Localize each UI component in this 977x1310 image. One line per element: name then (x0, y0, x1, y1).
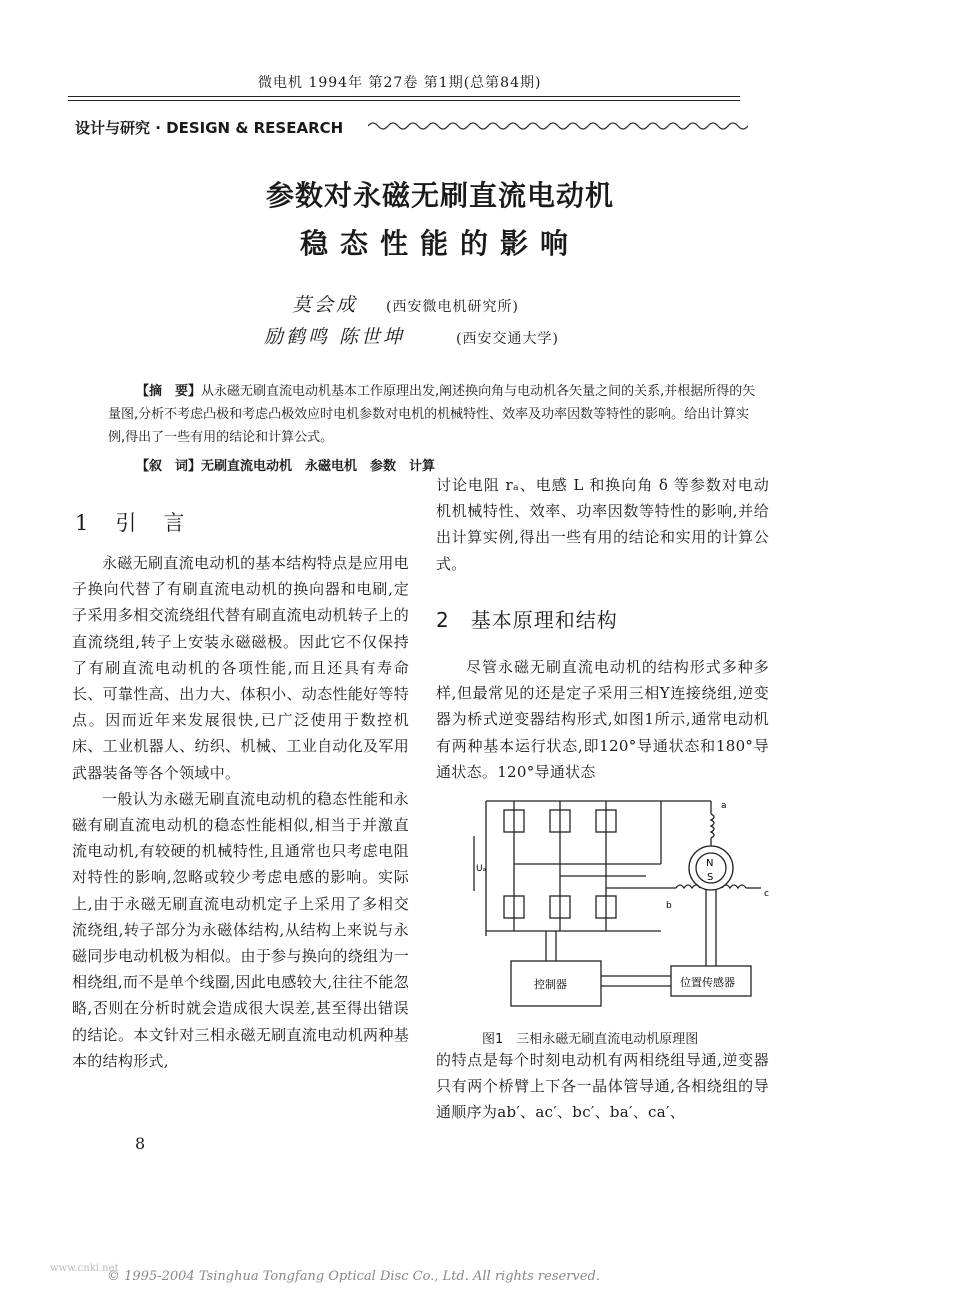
left-column (72, 550, 409, 1074)
section-2-text (436, 654, 769, 785)
section-2-heading: 2 基本原理和结构 (436, 608, 618, 632)
controller-label: 控制器 (534, 978, 567, 991)
section-1-paragraph-2: 一般认为永磁无刷直流电动机的稳态性能和永磁有刷直流电动机的稳态性能相似,相当于并激直流电动机,有较硬的机械特性,且通常也只考虑电阻对特性的影响,忽略或较少考虑电感的影响。实际上,由于永磁无刷直流电动机定子上采用了多相交流绕组,转子部分为永磁体结构,从结构上来说与永磁同步电动机极为相似。由于参与换向的绕组为一相绕组,而不是单个线圈,因此电感较大,往往不能忽略,否则在分析时就会造成很大误差,甚至得出错误的结论。本文针对三相永磁无刷直流电动机两种基本的结构形式, (72, 789, 409, 1070)
journal-header: 微电机 1994年 第27卷 第1期(总第84期) (258, 75, 542, 91)
affiliation-1: (西安微电机研究所) (386, 299, 519, 315)
header-rule-thin (68, 100, 740, 101)
watermark-logo: www.cnki.net (50, 1263, 119, 1274)
figure-label-c: c (764, 889, 769, 899)
figure-label-n: N (706, 858, 714, 869)
wave-ornament (368, 120, 748, 132)
abstract (108, 380, 762, 449)
abstract-label: 【摘 要】 (136, 384, 202, 399)
figure-label-a: a (721, 801, 727, 811)
sensor-label: 位置传感器 (680, 976, 735, 989)
copyright-footer: © 1995-2004 Tsinghua Tongfang Optical Disc Co., Ltd. All rights reserved. (107, 1269, 600, 1284)
section-1-heading: 1 引 言 (75, 511, 188, 535)
title-line-1: 参数对永磁无刷直流电动机 (265, 179, 614, 212)
figure-label-s: S (707, 872, 714, 883)
page-number: 8 (135, 1134, 146, 1153)
intro-continuation: 讨论电阻 rₐ、电感 L 和换向角 δ 等参数对电动机机械特性、效率、功率因数等特性的影响,并给出计算实例,得出一些有用的结论和实用的计算公式。 (436, 476, 769, 573)
keywords-label: 【叙 词】 (136, 459, 202, 474)
figure-label-ud: Uₐ (476, 864, 487, 874)
header-rule (68, 96, 740, 97)
right-column-top (436, 472, 769, 577)
figure-label-b: b (666, 901, 672, 911)
figure-1-caption: 图1 三相永磁无刷直流电动机原理图 (482, 1032, 699, 1047)
affiliation-2: (西安交通大学) (456, 331, 559, 347)
section-tag: 设计与研究 · DESIGN & RESEARCH (75, 119, 344, 137)
section-2-paragraph-2: 的特点是每个时刻电动机有两相绕组导通,逆变器只有两个桥臂上下各一晶体管导通,各相绕组的导通顺序为ab′、ac′、bc′、ba′、ca′、 (436, 1051, 769, 1122)
section-2-paragraph-1: 尽管永磁无刷直流电动机的结构形式多种多样,但最常见的还是定子采用三相Y连接绕组,逆变器为桥式逆变器结构形式,如图1所示,通常电动机有两种基本运行状态,即120°导通状态和180°导通状态。120°导通状态 (436, 658, 769, 781)
abstract-text: 从永磁无刷直流电动机基本工作原理出发,阐述换向角与电动机各矢量之间的关系,并根据所得的矢量图,分析不考虑凸极和考虑凸极效应时电机参数对电机的机械特性、效率及功率因数等特性的影响。给出计算实例,得出了一些有用的结论和计算公式。 (108, 384, 756, 445)
figure-1-circuit-diagram (466, 796, 781, 1021)
author-1: 莫会成 (292, 294, 359, 316)
section-1-paragraph-1: 永磁无刷直流电动机的基本结构特点是应用电子换向代替了有刷直流电动机的换向器和电刷,定子采用多相交流绕组代替有刷直流电动机转子上的直流绕组,转子上安装永磁磁极。因此它不仅保持了有刷直流电动机的各项性能,而且还具有寿命长、可靠性高、出力大、体积小、动态性能好等特点。因而近年来发展很快,已广泛使用于数控机床、工业机器人、纺织、机械、工业自动化及军用武器装备等各个领域中。 (72, 554, 409, 782)
section-2-continuation (436, 1047, 769, 1126)
author-2: 励鹤鸣 陈世坤 (264, 326, 406, 348)
keywords-text: 无刷直流电动机 永磁电机 参数 计算 (201, 459, 436, 474)
title-line-2: 稳态性能的影响 (299, 227, 580, 260)
